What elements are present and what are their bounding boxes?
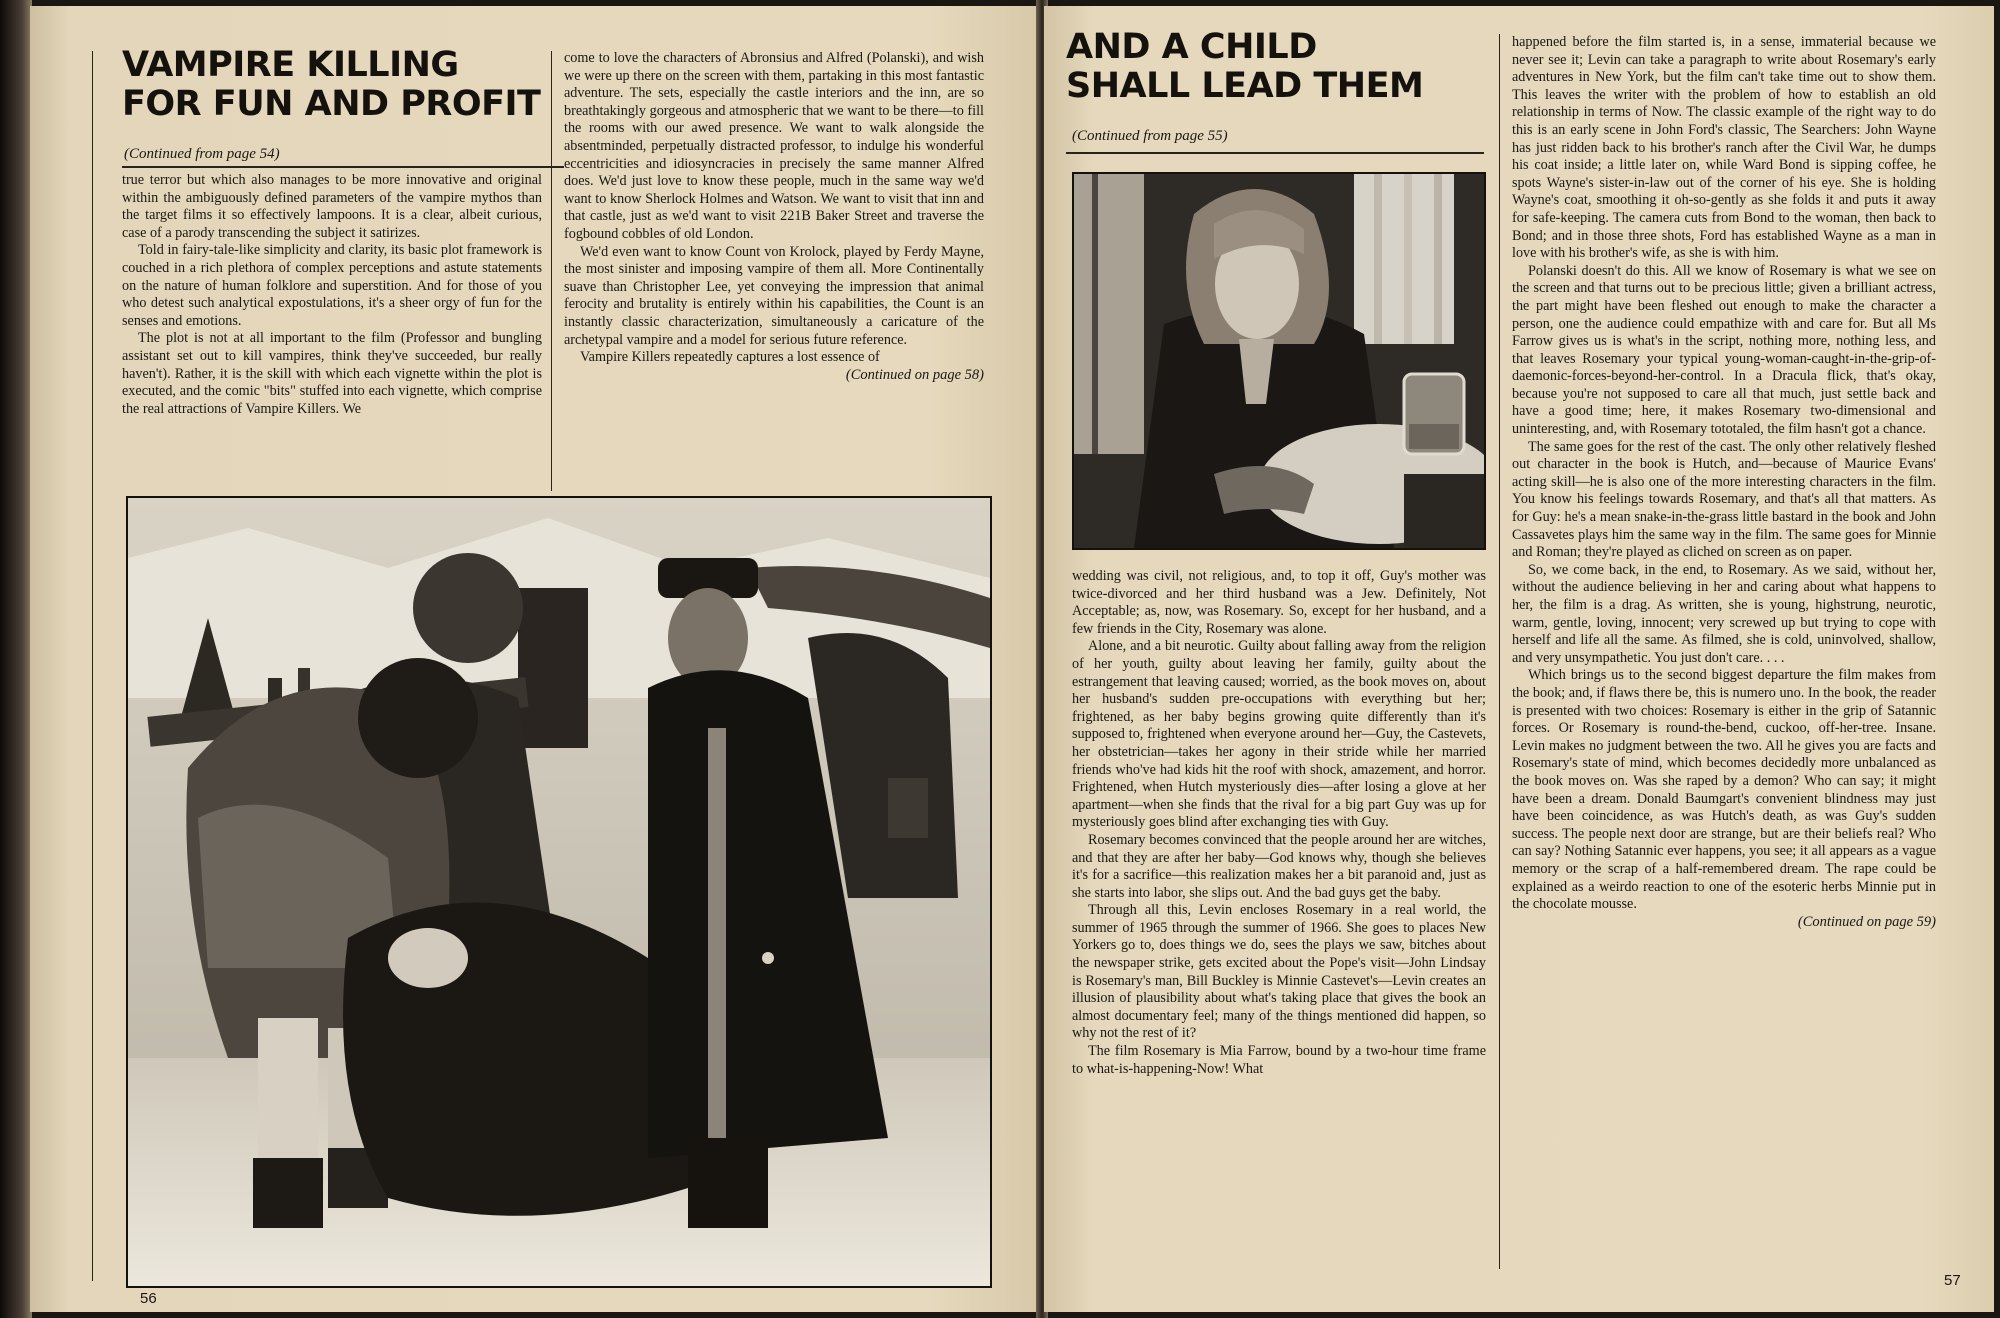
vampire-killers-photo	[126, 496, 992, 1288]
right-col2-para5: Which brings us to the second biggest departure the film makes from the book; and, if flaws there be, this is numero uno. In the book, the reader is presented with two choices: Rosemary is either in the grip of Satannic forces. Or Rosemary is round-the-bend, cuckoo, off-her-tree. Insane. Levin makes no judgment between the two. All he gives you are facts and Rosemary's state of mind, which becomes decidedly more unbalanced as the book moves on. Was she raped by a demon? Who can say; it might have been a dream. Donald Baumgart's convenient blindness may just have been coincidence, as was Hutch's death, as was Guy's sudden success. The people next door are strange, but are their beliefs real? Who can say? Nothing Satannic ever happens, you see; it all appears as a vague memory or the scrap of a half-remembered dream. The rape could be explained as a weirdo reaction to one of the esoteric herbs Minnie put in the chocolate mousse.	[1512, 667, 1936, 913]
left-page-number: 56	[140, 1290, 157, 1307]
right-col2-para3: The same goes for the rest of the cast. The only other relatively fleshed out character in the book is Hutch, and—because of Maurice Evans' acting skill—he is also one of the more interesting characters in the film. You know his feelings towards Rosemary, and that's all that matters. As for Guy: he's a mean snake-in-the-grass little bastard in the book and John Cassavetes plays him the same way in the film. The same goes for Minnie and Roman; they're played as cliched on screen as on paper.	[1512, 438, 1936, 561]
right-page-number: 57	[1944, 1272, 1961, 1289]
right-page	[1044, 6, 1994, 1312]
right-column-1	[1072, 568, 1486, 1078]
left-column-rule	[551, 51, 552, 491]
right-continued-on: (Continued on page 59)	[1797, 913, 1936, 930]
right-col1-para4: Through all this, Levin encloses Rosemary in a real world, the summer of 1965 through the summer of 1966. She goes to places New Yorkers go to, does things we do, sees the plays we saw, bitches about the newspaper strike, gets excited about the Pope's visit—John Lindsay is Rosemary's man, Bill Buckley is Minnie Castevet's—Levin creates an illusion of plausibility about what's taking place that gives the book an almost documentary feel; many of the things mentioned did happen, so why not the rest of it?	[1072, 902, 1486, 1042]
vampire-killers-snow-scene-image	[128, 498, 990, 1286]
right-title-line2: SHALL LEAD THEM	[1066, 66, 1424, 106]
right-col1-para5: The film Rosemary is Mia Farrow, bound by a two-hour time frame to what-is-happening-Now! What	[1072, 1043, 1486, 1077]
right-column-2	[1512, 34, 1936, 931]
left-page	[30, 6, 1040, 1312]
left-column-1	[122, 172, 542, 418]
rosemary-photo	[1072, 172, 1486, 550]
left-article-title	[122, 46, 562, 124]
left-col1-para1: true terror but which also manages to be more innovative and original within the ambiguously defined parameters of the vampire mythos than the target films it so effectively lampoons. It is a clear, albeit curious, case of a parody transcending the subject it satirizes.	[122, 172, 542, 241]
left-article-header	[122, 46, 562, 124]
right-header-rule	[1066, 152, 1484, 154]
left-page-vertical-rule	[92, 51, 93, 1281]
right-col2-para2: Polanski doesn't do this. All we know of Rosemary is what we see on the screen and that turns out to be precious little; given a brilliant actress, the part might have been fleshed out enough to make the character a person, one the audience could empathize with and care for. But all Ms Farrow gives us is what's in the script, nothing more, nothing less, and that leaves Rosemary your typical young-woman-caught-in-the-grip-of-daemonic-forces-beyond-her-control. In a Dracula flick, that's okay, because you're not supposed to care all that much, just settle back and have a good time; here, it makes Rosemary two-dimensional and uninteresting, and, with Rosemary tototaled, the film hasn't got a chance.	[1512, 262, 1936, 438]
right-title-line1: AND A CHILD	[1066, 27, 1317, 67]
left-title-line2: FOR FUN AND PROFIT	[122, 84, 541, 124]
right-col2-para4: So, we come back, in the end, to Rosemary. As we said, without her, without the audience believing in her and caring about what happens to her, the film is a drag. As written, she is young, highstrung, neurotic, warm, gentle, loving, innocent; very screwed up but trying to cope with herself and life all the same. As filmed, she is cold, uninvolved, shallow, and very unsympathetic. You just don't care. . . .	[1512, 561, 1936, 666]
left-title-line1: VAMPIRE KILLING	[122, 45, 459, 85]
right-col2-para1: happened before the film started is, in a sense, immaterial because we never see it; Levin can take a paragraph to write about Rosemary's early adventures in New York, but the film can't take time out to show them. This leaves the writer with the problem of how to establish an old relationship in terms of Now. The classic example of the right way to do this is an early scene in John Ford's classic, The Searchers: John Wayne has just ridden back to his brother's ranch after the Civil War, he dumps his coat inside; a little later on, while Ward Bond is sipping coffee, he spots Wayne's sister-in-law out of the corner of his eye. She is holding Wayne's coat, smoothing it oh-so-gently as she folds it and puts it away for safe-keeping. The camera cuts from Bond to the woman, then back to Bond; and in those three shots, Ford has established Wayne as a man in love with his brother's wife, as she is with him.	[1512, 34, 1936, 262]
left-col2-para3: Vampire Killers repeatedly captures a lost essence of	[580, 349, 880, 366]
left-continued-from: (Continued from page 54)	[124, 146, 280, 162]
right-col1-para2: Alone, and a bit neurotic. Guilty about falling away from the religion of her youth, guilty about leaving her family, guilty about the estrangement that leaving caused; worried, as the book moves on, about her husband's sudden pre-occupations with everything but her; frightened, as her baby begins growing quite differently than it's supposed to, frightened when everyone around her—Guy, the Castevets, her obstetrician—takes her agony in their stride while her married friends who've had kids hit the roof with shock, amazement, and horror. Frightened, when Hutch mysteriously dies—after losing a glove at her apartment—when she finds that the rival for a big part Guy was up for mysteriously goes blind after exchanging ties with Guy.	[1072, 638, 1486, 831]
left-continued-on: (Continued on page 58)	[845, 366, 984, 383]
left-col2-para2: We'd even want to know Count von Krolock, played by Ferdy Mayne, the most sinister and imposing vampire of them all. More Continentally suave than Christopher Lee, yet conveying the impression that animal ferocity and brutality is entirely within his capabilities, the Count is an instantly classic characterization, simultaneously a caricature of the archetypal vampire and a model for serious future reference.	[564, 243, 984, 348]
right-column-rule	[1499, 34, 1500, 1269]
right-article-header	[1066, 28, 1486, 106]
right-col1-para1: wedding was civil, not religious, and, to top it off, Guy's mother was twice-divorced and her third husband was a Jew. Definitely, Not Acceptable; as, now, was Rosemary. So, except for her husband, and a few friends in the City, Rosemary was alone.	[1072, 568, 1486, 637]
left-col1-para3: The plot is not at all important to the film (Professor and bungling assistant set out to kill vampires, think they've succeeded, bur really haven't). Rather, it is the skill with which each vignette within the plot is executed, and the comic "bits" stuffed into each vignette, which comprise the real attractions of Vampire Killers. We	[122, 330, 542, 417]
right-article-title	[1066, 28, 1486, 106]
left-col1-para2: Told in fairy-tale-like simplicity and clarity, its basic plot framework is couched in a rich plethora of complex perceptions and astute statements on the nature of human folklore and superstition. And for those of you who detest such analytical expostulations, it's a sheer orgy of fun for the senses and emotions.	[122, 242, 542, 329]
right-continued-from: (Continued from page 55)	[1072, 128, 1228, 144]
mia-farrow-at-table-image	[1074, 174, 1484, 548]
right-col1-para3: Rosemary becomes convinced that the people around her are witches, and that they are after her baby—God knows why, though she believes it's for a sacrifice—this realization makes her a bit paranoid and, just as she starts into labor, she slips out. And the bad guys get the baby.	[1072, 831, 1486, 901]
left-col2-para1: come to love the characters of Abronsius and Alfred (Polanski), and wish we were up there on the screen with them, partaking in this most fantastic adventure. The sets, especially the castle interiors and the inn, are so breathtakingly gorgeous and atmospheric that we want to be there—to fill the rooms with our awed presence. We want to walk alongside the absentminded, perpetually distracted professor, to indulge his wonderful eccentricities and idiosyncracies in precisely the same manner Alfred does. We'd just love to know these people, much in the same way we'd want to know Sherlock Holmes and Watson. We want to visit that inn and that castle, just as we'd want to visit 221B Baker Street and traverse the fogbound cobbles of old London.	[564, 50, 984, 242]
left-column-2	[564, 50, 984, 384]
left-header-rule	[122, 166, 564, 168]
book-edge	[0, 0, 32, 1318]
